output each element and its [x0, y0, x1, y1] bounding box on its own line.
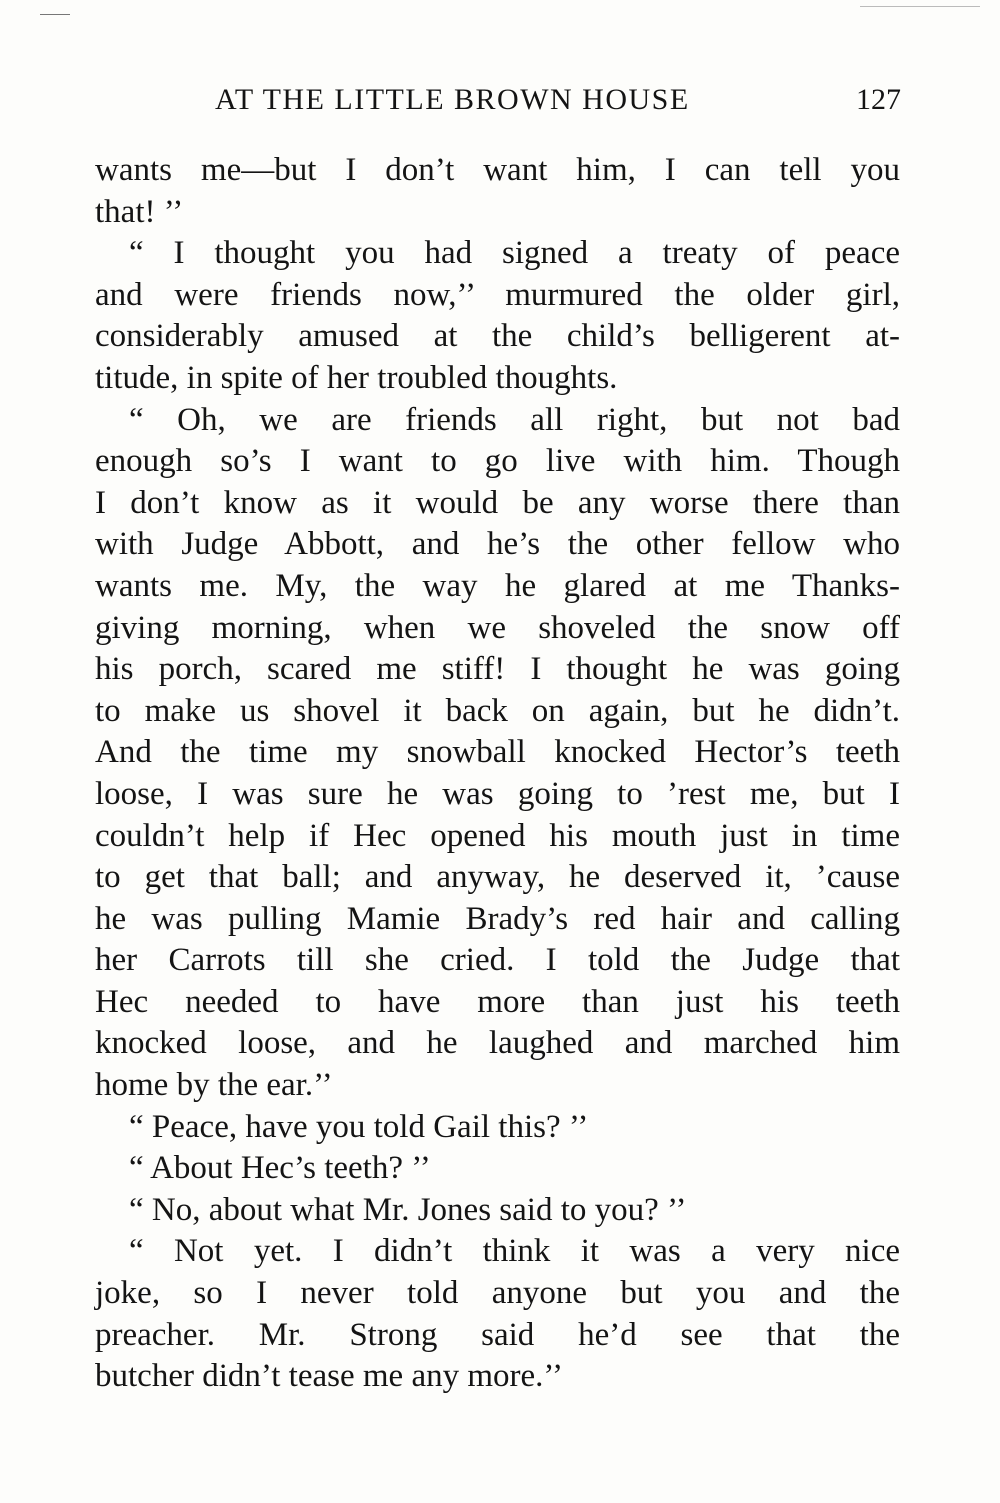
text-line: with Judge Abbott, and he’s the other fellow who: [95, 526, 900, 563]
text-line: “ Not yet. I didn’t think it was a very nice: [129, 1233, 900, 1270]
scan-mark: [860, 6, 980, 7]
text-line: knocked loose, and he laughed and marched him: [95, 1025, 900, 1062]
text-line: “ About Hec’s teeth? ’’: [129, 1150, 431, 1187]
text-line: And the time my snowball knocked Hector’s teeth: [95, 734, 900, 771]
text-line: Hec needed to have more than just his teeth: [95, 983, 900, 1020]
text-line: I don’t know as it would be any worse there than: [95, 484, 900, 521]
text-line: her Carrots till she cried. I told the Judge that: [95, 942, 900, 979]
text-line: “ No, about what Mr. Jones said to you? ’’: [129, 1191, 687, 1228]
text-line: “ I thought you had signed a treaty of peace: [129, 235, 900, 272]
text-line: joke, so I never told anyone but you and the: [95, 1275, 900, 1312]
text-line: butcher didn’t tease me any more.’’: [95, 1358, 563, 1395]
text-line: preacher. Mr. Strong said he’d see that the: [95, 1316, 900, 1353]
text-line: to make us shovel it back on again, but he didn’t.: [95, 692, 900, 729]
text-line: he was pulling Mamie Brady’s red hair and calling: [95, 900, 900, 937]
text-line: couldn’t help if Hec opened his mouth just in time: [95, 817, 900, 854]
text-line: that! ’’: [95, 193, 184, 230]
text-line: and were friends now,’’ murmured the older girl,: [95, 276, 900, 313]
text-line: loose, I was sure he was going to ’rest me, but I: [95, 775, 900, 812]
text-line: titude, in spite of her troubled thoughts.: [95, 359, 618, 396]
running-title: AT THE LITTLE BROWN HOUSE: [215, 83, 690, 116]
text-line: to get that ball; and anyway, he deserved it, ’cause: [95, 859, 900, 896]
page-number: 127: [856, 83, 901, 116]
text-line: enough so’s I want to go live with him. Though: [95, 443, 900, 480]
text-line: his porch, scared me stiff! I thought he was going: [95, 651, 900, 688]
text-line: “ Peace, have you told Gail this? ’’: [129, 1108, 589, 1145]
page-header: [95, 80, 905, 120]
text-line: “ Oh, we are friends all right, but not bad: [129, 401, 900, 438]
text-line: giving morning, when we shoveled the snow off: [95, 609, 900, 646]
body-text: [95, 150, 900, 1398]
text-line: home by the ear.’’: [95, 1067, 333, 1104]
text-line: considerably amused at the child’s belligerent at-: [95, 318, 900, 355]
text-line: wants me—but I don’t want him, I can tell you: [95, 152, 900, 188]
text-line: wants me. My, the way he glared at me Thanks-: [95, 567, 900, 604]
scan-mark: [40, 14, 70, 15]
